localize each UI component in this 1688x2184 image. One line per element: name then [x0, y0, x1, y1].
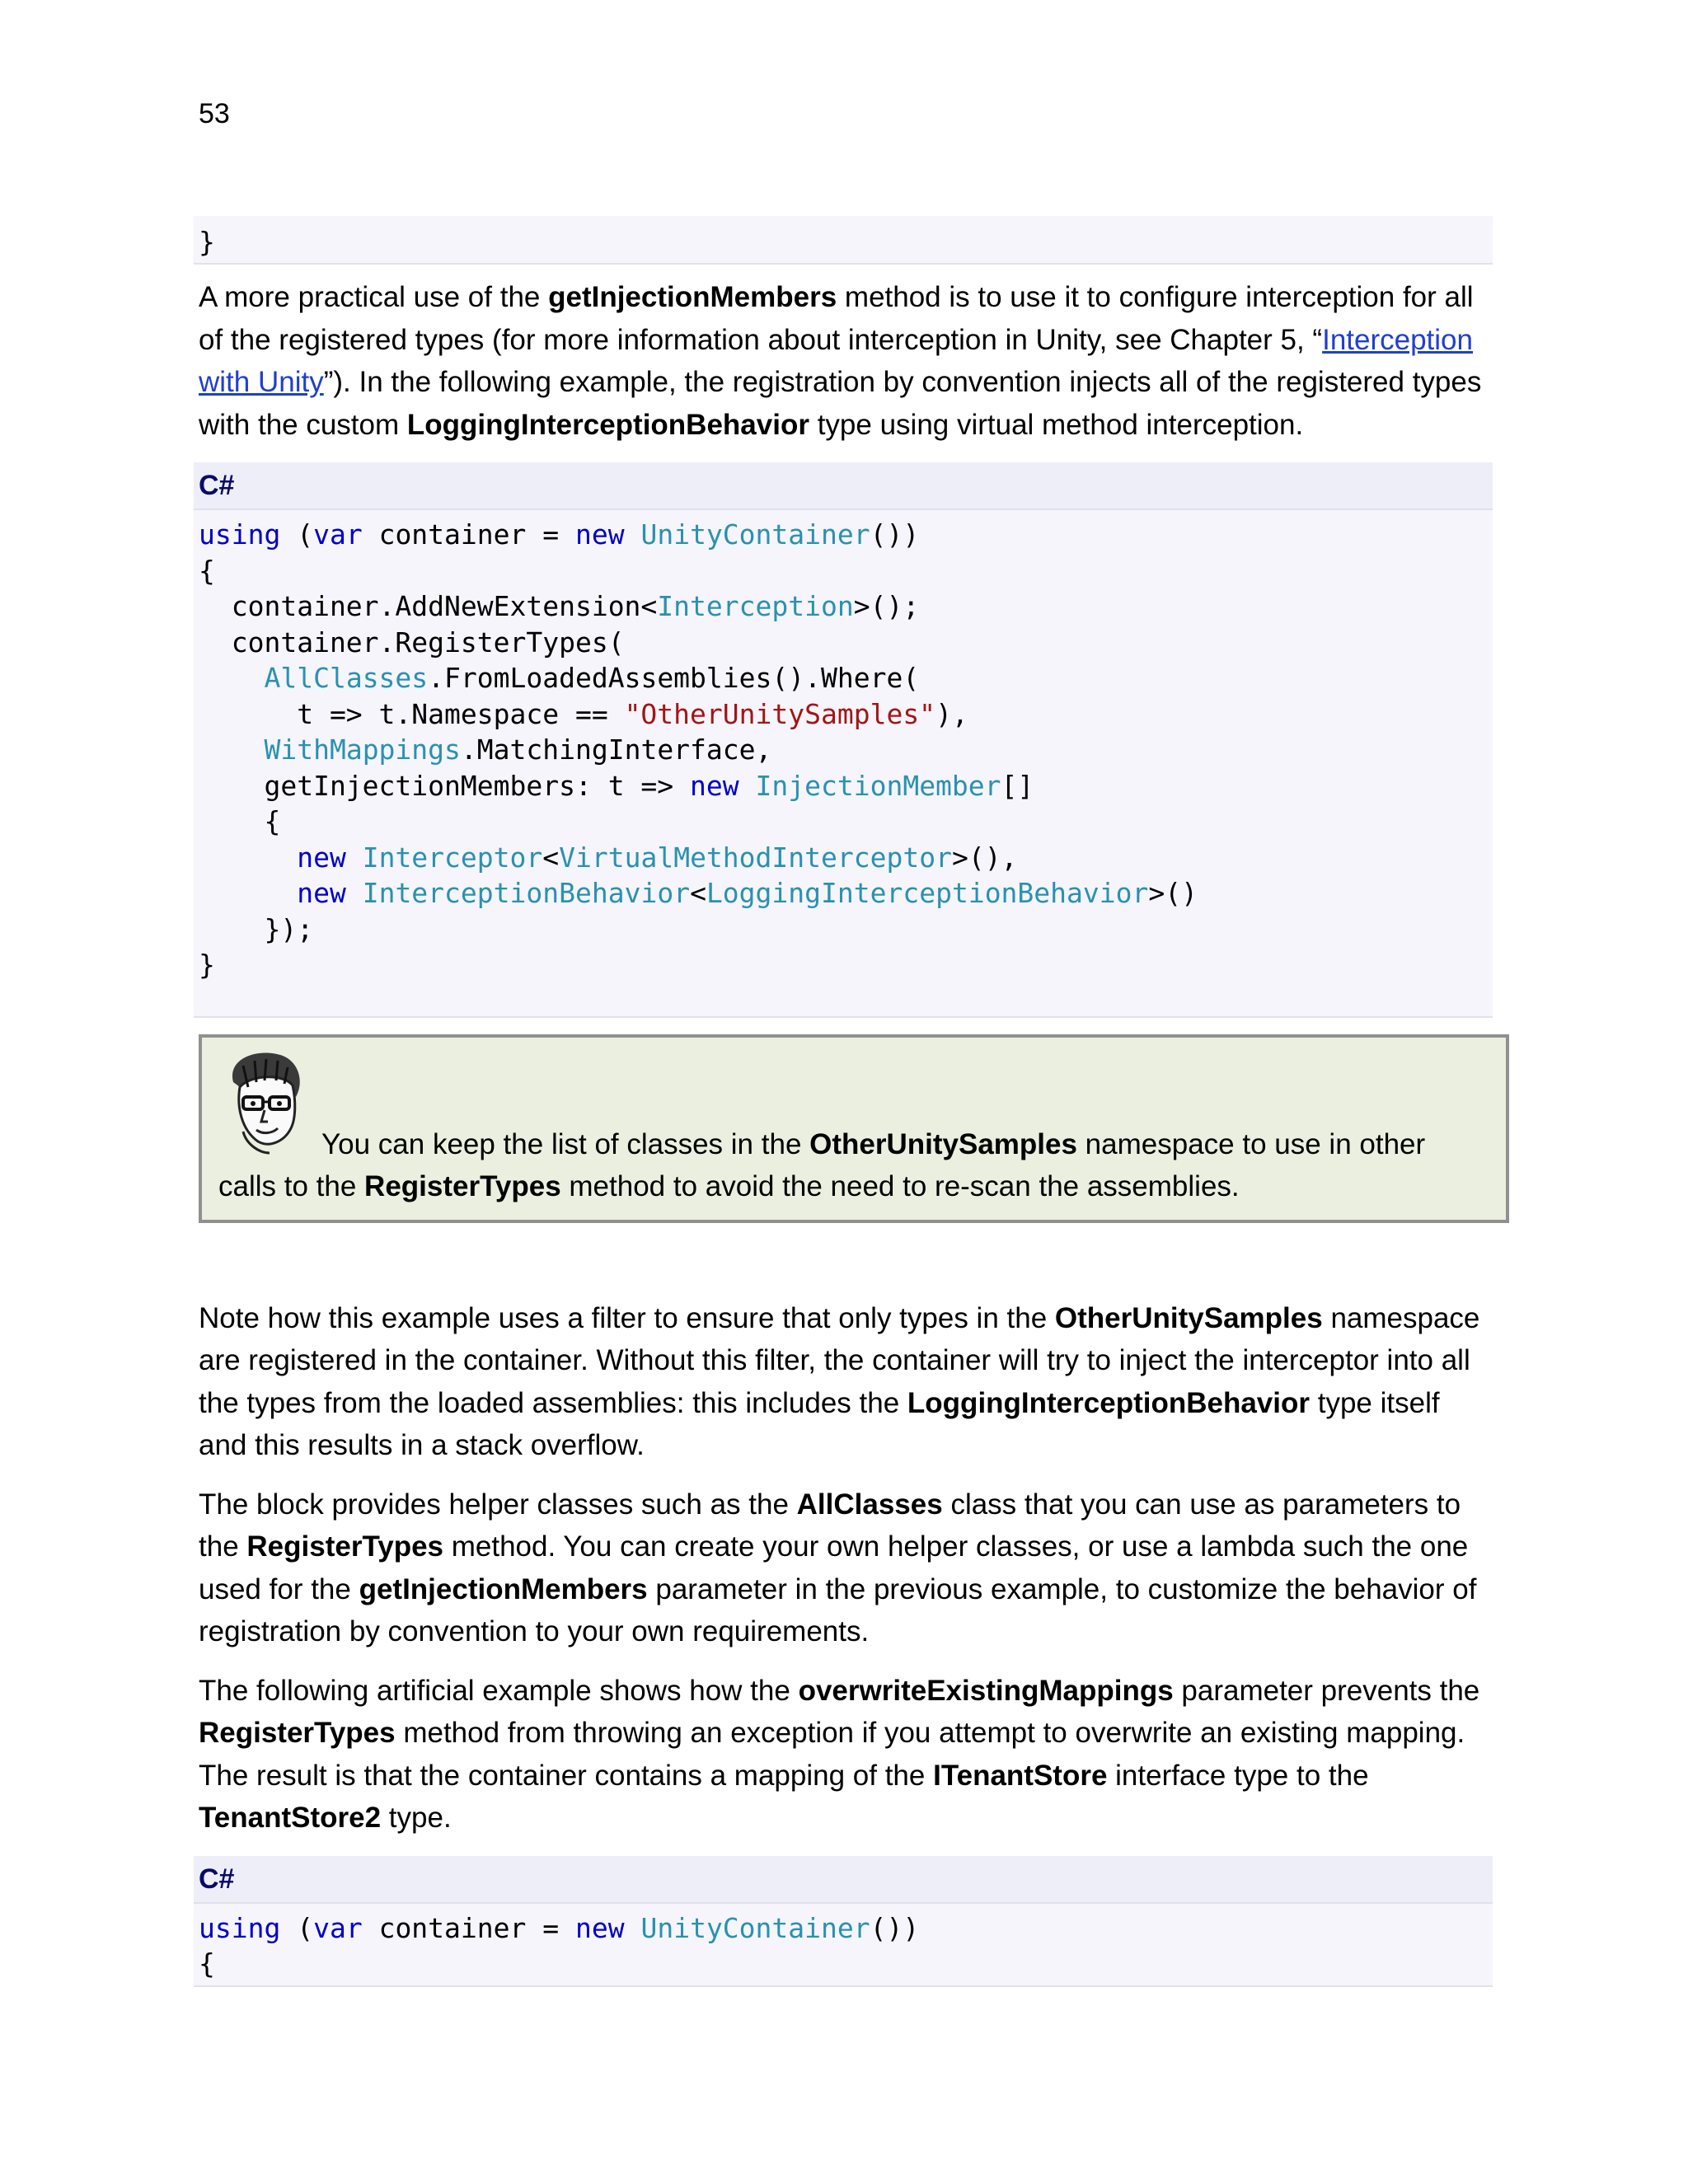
bold-term: RegisterTypes	[246, 1530, 443, 1563]
code-line: new InterceptionBehavior<LoggingInterceptionBehavior>()	[297, 877, 1198, 909]
bold-term: getInjectionMembers	[359, 1572, 648, 1605]
bold-term: getInjectionMembers	[548, 281, 837, 313]
author-note-box	[199, 1034, 1509, 1223]
code-line: t => t.Namespace == "OtherUnitySamples"),	[199, 697, 968, 730]
bold-term: RegisterTypes	[199, 1717, 396, 1749]
code-fragment: }	[194, 216, 1493, 265]
code-block-overwrite	[194, 1856, 1493, 1987]
code-language-label: C#	[194, 462, 1493, 510]
code-body	[194, 1904, 1493, 1985]
code-line: container.RegisterTypes(	[199, 626, 625, 658]
code-line: {	[199, 1947, 215, 1980]
bold-term: overwriteExistingMappings	[798, 1674, 1174, 1707]
code-line: });	[199, 912, 314, 945]
bold-term: ITenantStore	[933, 1759, 1108, 1792]
paragraph-overwrite-mappings: The following artificial example shows how the overwriteExistingMappings parameter prevents the RegisterTypes method from throwing an exception if you attempt to overwrite an existing mapping. The result is that the container contains a mapping of the ITenantStore interface type to the TenantStore2 type.	[199, 1674, 1480, 1834]
code-line: new Interceptor<VirtualMethodInterceptor>(),	[297, 841, 1018, 874]
code-line: {	[199, 554, 215, 587]
page-content	[199, 216, 1493, 2004]
code-line: using (var container = new UnityContainer())	[199, 1911, 920, 1944]
bold-term: AllClasses	[796, 1488, 943, 1521]
bold-term: LoggingInterceptionBehavior	[406, 408, 809, 441]
code-line: AllClasses.FromLoadedAssemblies().Where(	[264, 662, 920, 694]
bold-term: OtherUnitySamples	[809, 1127, 1077, 1160]
page-number: 53	[199, 98, 230, 129]
bold-term: RegisterTypes	[364, 1170, 561, 1202]
code-line: WithMappings.MatchingInterface,	[264, 733, 772, 766]
paragraph-filter-note: Note how this example uses a filter to ensure that only types in the OtherUnitySamples namespace are registered in the container. Without this filter, the container will try to inject the interceptor into all the types from the loaded assemblies: this includes the LoggingInterceptionBehavior type itself and this results in a stack overflow.	[199, 1301, 1480, 1461]
paragraph-helper-classes: The block provides helper classes such as the AllClasses class that you can use as parameters to the RegisterTypes method. You can create your own helper classes, or use a lambda such the one used for the getInjectionMembers parameter in the previous example, to customize the behavior of registration by convention to your own requirements.	[199, 1488, 1477, 1647]
code-language-label: C#	[194, 1856, 1493, 1904]
bold-term: TenantStore2	[199, 1802, 382, 1834]
bold-term: OtherUnitySamples	[1054, 1301, 1323, 1334]
code-line: getInjectionMembers: t => new InjectionMember[]	[199, 769, 1034, 802]
code-block-interception	[194, 462, 1493, 1018]
code-line: container.AddNewExtension<Interception>();	[199, 590, 920, 622]
code-line: using (var container = new UnityContainer())	[199, 518, 920, 551]
bold-term: LoggingInterceptionBehavior	[907, 1386, 1310, 1419]
note-text: You can keep the list of classes in the OtherUnitySamples namespace to use in other calls to the RegisterTypes method to avoid the need to re-scan the assemblies.	[218, 1127, 1426, 1202]
code-line: }	[199, 949, 215, 981]
interception-chapter-link[interactable]: Interception with Unity	[199, 323, 1473, 398]
code-line: {	[199, 805, 281, 837]
code-body	[194, 510, 1493, 1016]
paragraph-interception-intro: A more practical use of the getInjectionMembers method is to use it to configure interception for all of the registered types (for more information about interception in Unity, see Chapter 5, “Interception with Unity”). In the following example, the registration by convention injects all of the registered types with the custom LoggingInterceptionBehavior type using virtual method interception.	[199, 281, 1482, 441]
